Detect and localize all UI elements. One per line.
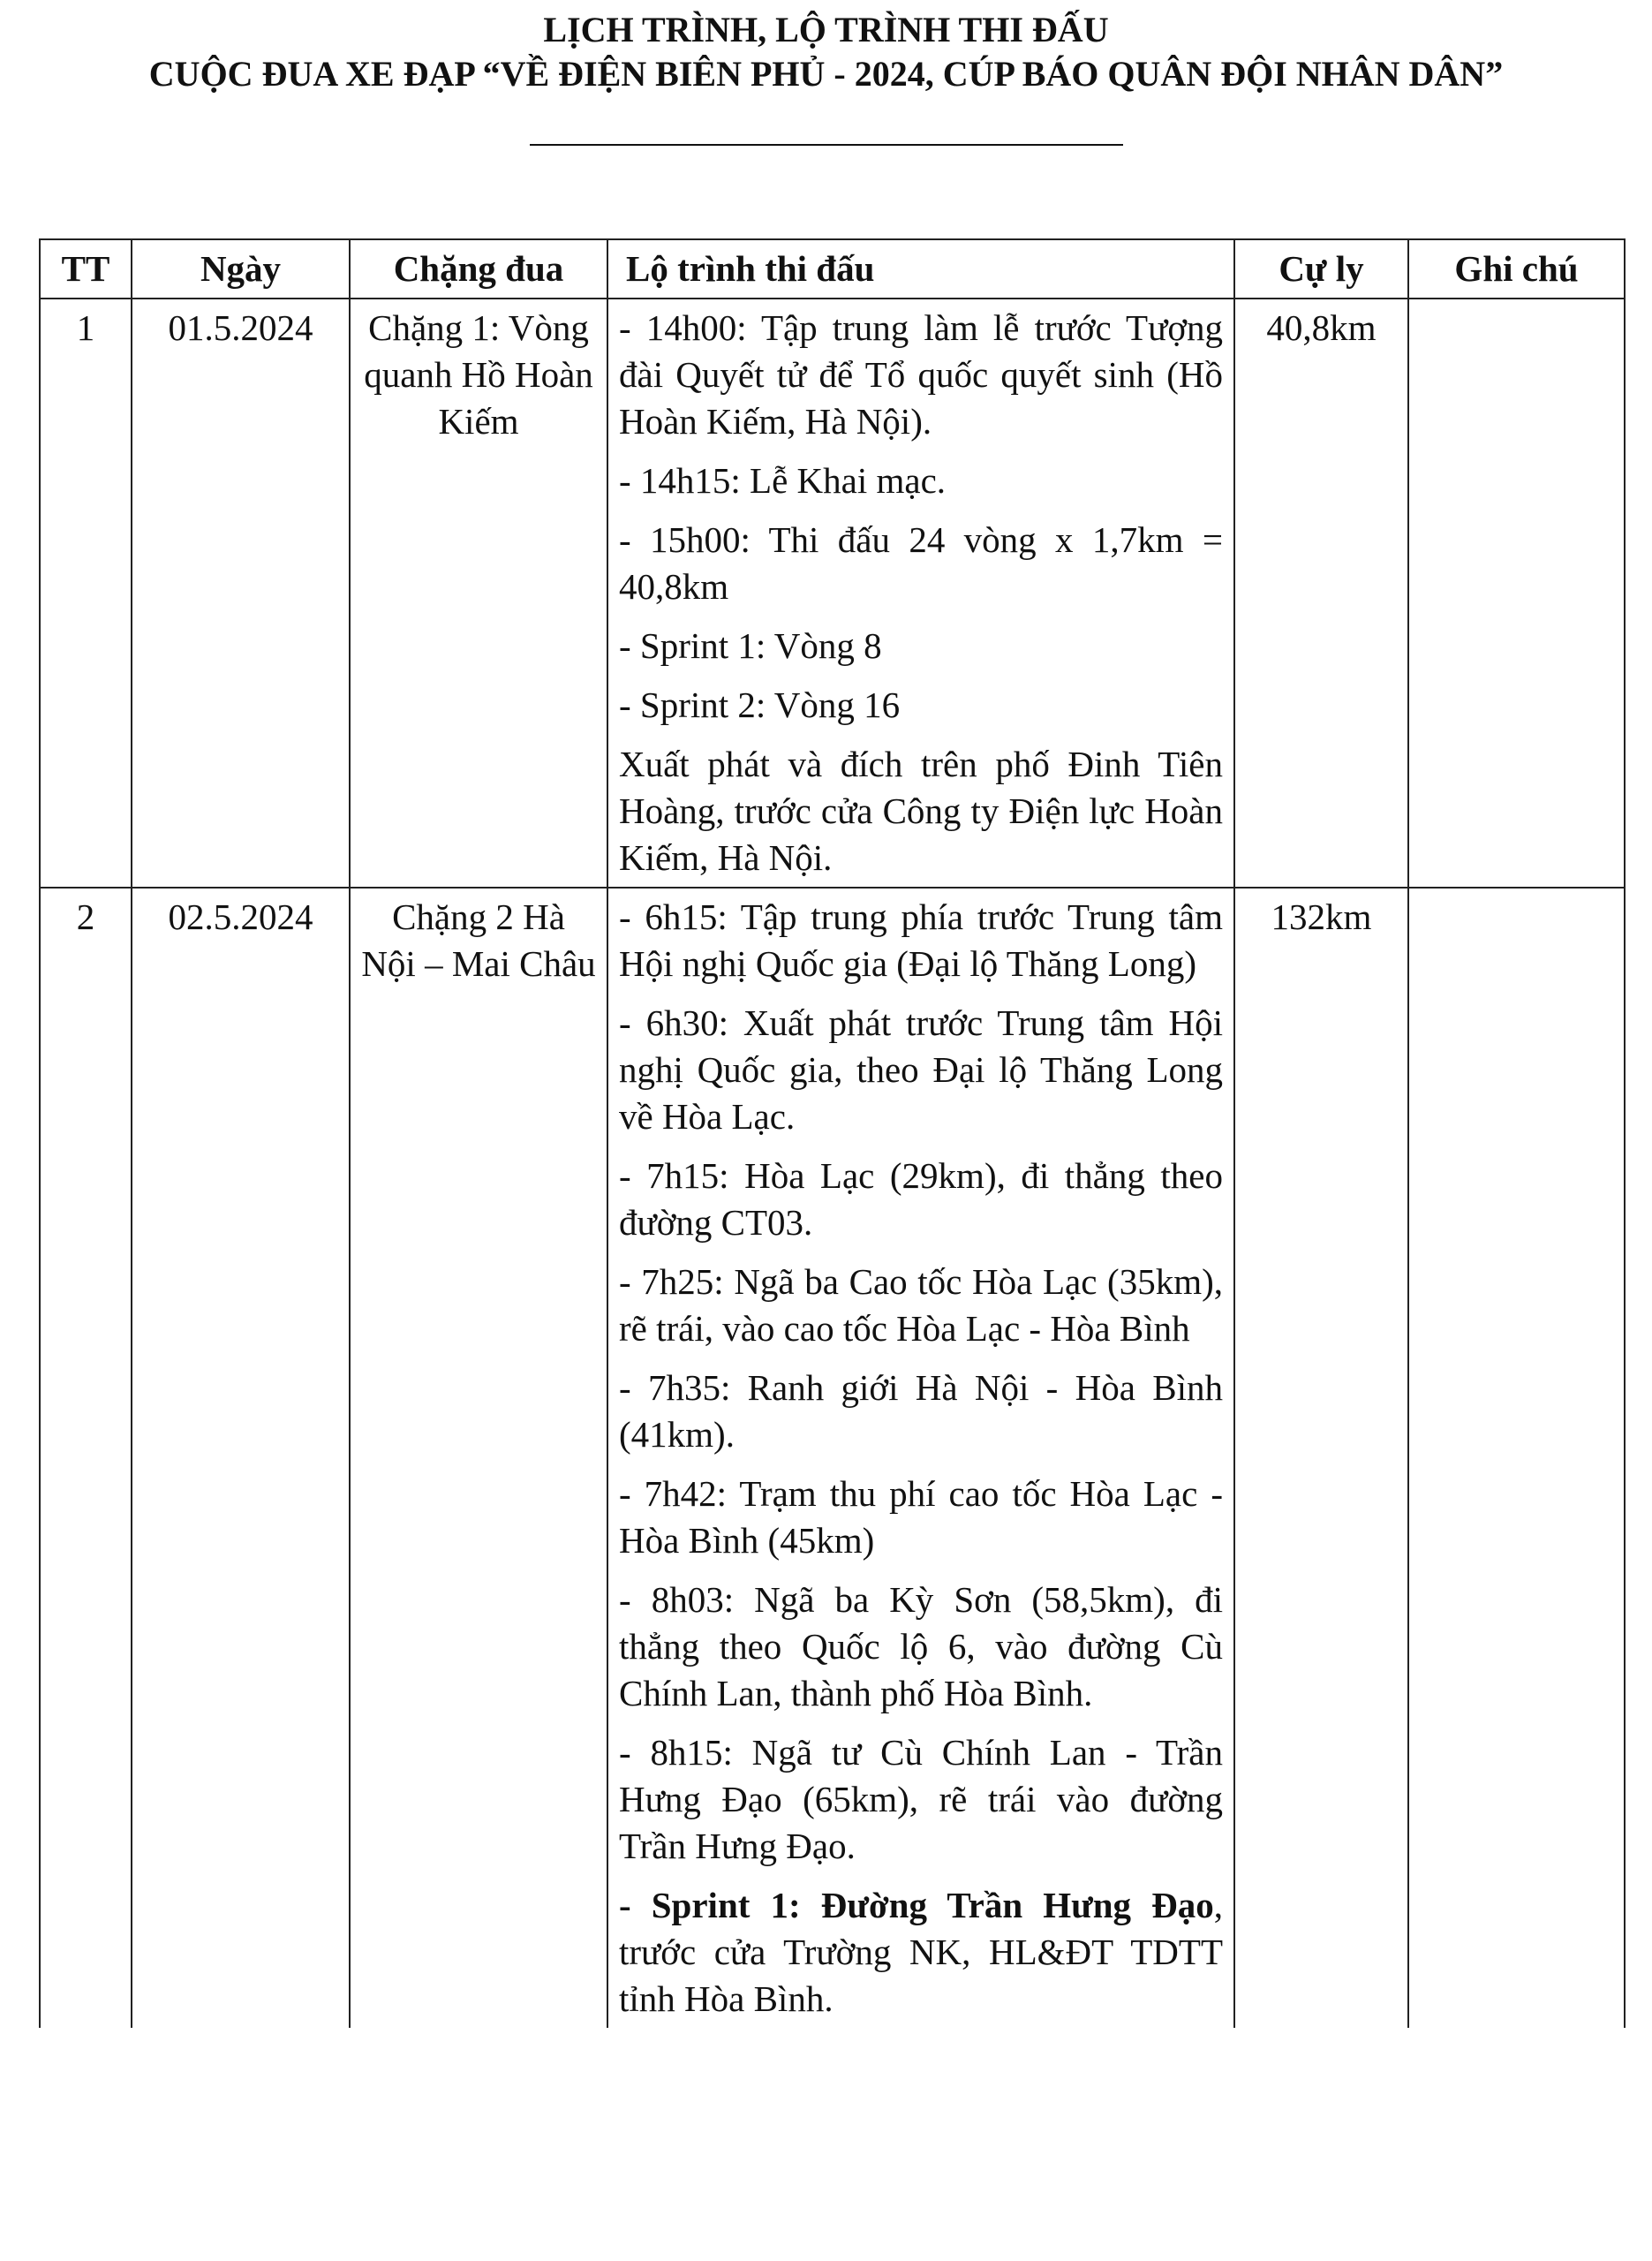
- cell-tt: 2: [40, 888, 132, 2028]
- header-lotrinh: Lộ trình thi đấu: [607, 239, 1234, 299]
- cell-culy: 132km: [1234, 888, 1408, 2028]
- header-culy: Cự ly: [1234, 239, 1408, 299]
- cell-lotrinh: [607, 888, 1234, 2028]
- table-row: [40, 888, 1625, 2028]
- route-step: - 7h42: Trạm thu phí cao tốc Hòa Lạc - Hòa Bình (45km): [619, 1473, 1223, 1561]
- cell-ghichu: [1408, 299, 1625, 888]
- route-step: - 8h03: Ngã ba Kỳ Sơn (58,5km), đi thẳng theo Quốc lộ 6, vào đường Cù Chính Lan, thành phố Hòa Bình.: [619, 1579, 1223, 1713]
- route-step: - 14h00: Tập trung làm lễ trước Tượng đài Quyết tử để Tổ quốc quyết sinh (Hồ Hoàn Kiếm, Hà Nội).: [619, 307, 1223, 442]
- header-ngay: Ngày: [132, 239, 350, 299]
- cell-ngay: 01.5.2024: [132, 299, 350, 888]
- cell-ngay: 02.5.2024: [132, 888, 350, 2028]
- document-title: LỊCH TRÌNH, LỘ TRÌNH THI ĐẤU: [543, 10, 1109, 49]
- header-chang: Chặng đua: [350, 239, 607, 299]
- route-step: - Sprint 2: Vòng 16: [619, 684, 901, 725]
- cell-chang: Chặng 1: Vòng quanh Hồ Hoàn Kiếm: [350, 299, 607, 888]
- cell-tt: 1: [40, 299, 132, 888]
- title-underline: [530, 144, 1123, 146]
- route-step-sprint: [619, 1882, 1223, 2023]
- table-header-row: [40, 239, 1625, 299]
- cell-lotrinh: [607, 299, 1234, 888]
- route-step: - 7h35: Ranh giới Hà Nội - Hòa Bình (41km).: [619, 1367, 1223, 1455]
- route-step: - 14h15: Lễ Khai mạc.: [619, 460, 947, 501]
- sprint-location: , trước cửa Trường NK, HL&ĐT TDTT tỉnh Hòa Bình.: [619, 1885, 1223, 2019]
- cell-ghichu: [1408, 888, 1625, 2028]
- route-step: - 7h15: Hòa Lạc (29km), đi thẳng theo đường CT03.: [619, 1155, 1223, 1243]
- route-step: - 8h15: Ngã tư Cù Chính Lan - Trần Hưng Đạo (65km), rẽ trái vào đường Trần Hưng Đạo.: [619, 1732, 1223, 1866]
- sprint-label: - Sprint 1: Đường Trần Hưng Đạo: [619, 1885, 1214, 1925]
- route-step: - 6h30: Xuất phát trước Trung tâm Hội nghị Quốc gia, theo Đại lộ Thăng Long về Hòa Lạc.: [619, 1002, 1223, 1137]
- route-step: - 7h25: Ngã ba Cao tốc Hòa Lạc (35km), rẽ trái, vào cao tốc Hòa Lạc - Hòa Bình: [619, 1261, 1223, 1349]
- route-step: - Sprint 1: Vòng 8: [619, 625, 882, 666]
- table-row: [40, 299, 1625, 888]
- route-step: - 6h15: Tập trung phía trước Trung tâm Hội nghị Quốc gia (Đại lộ Thăng Long): [619, 896, 1223, 984]
- schedule-table: [39, 238, 1626, 2028]
- cell-chang: Chặng 2 Hà Nội – Mai Châu: [350, 888, 607, 2028]
- cell-culy: 40,8km: [1234, 299, 1408, 888]
- route-step: Xuất phát và đích trên phố Đinh Tiên Hoàng, trước cửa Công ty Điện lực Hoàn Kiếm, Hà Nội.: [619, 744, 1223, 878]
- header-ghichu: Ghi chú: [1408, 239, 1625, 299]
- header-tt: TT: [40, 239, 132, 299]
- document-subtitle: CUỘC ĐUA XE ĐẠP “VỀ ĐIỆN BIÊN PHỦ - 2024, CÚP BÁO QUÂN ĐỘI NHÂN DÂN”: [148, 54, 1504, 94]
- route-step: - 15h00: Thi đấu 24 vòng x 1,7km = 40,8km: [619, 519, 1223, 607]
